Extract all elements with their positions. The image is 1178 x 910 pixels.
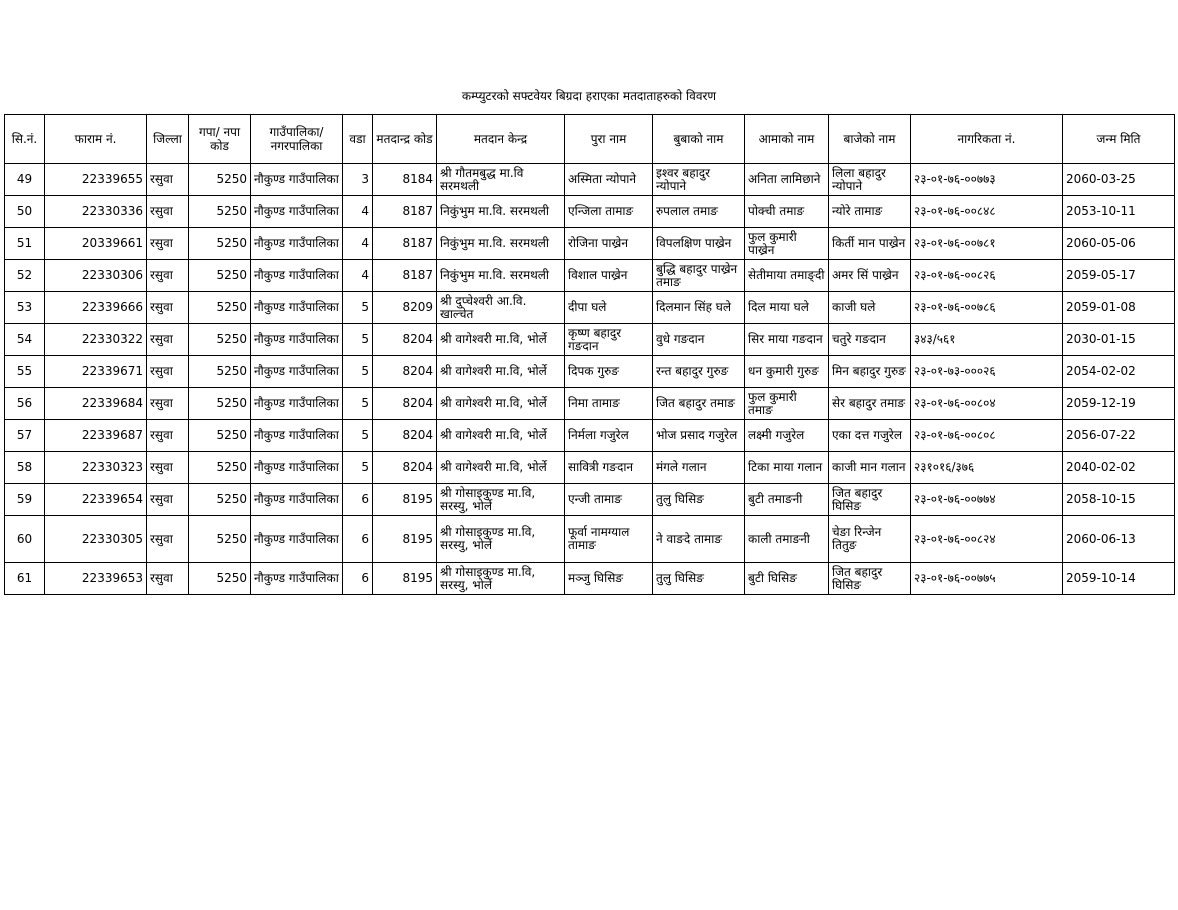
- cell-full-name: रोजिना पाख्रेन: [565, 228, 653, 260]
- cell-mother-name: बुटी घिसिङ: [745, 563, 829, 595]
- cell-district: रसुवा: [147, 164, 189, 196]
- cell-ward: 5: [343, 452, 373, 484]
- cell-palika: नौकुण्ड गाउँपालिका: [251, 260, 343, 292]
- cell-citizenship-no: २३-०१-७६-००७८६: [911, 292, 1063, 324]
- header-form-no: फाराम नं.: [45, 115, 147, 164]
- cell-center-code: 8209: [373, 292, 437, 324]
- cell-citizenship-no: २३-०१-७६-००८२६: [911, 260, 1063, 292]
- cell-district: रसुवा: [147, 292, 189, 324]
- cell-palika: नौकुण्ड गाउँपालिका: [251, 516, 343, 563]
- cell-district: रसुवा: [147, 324, 189, 356]
- cell-palika: नौकुण्ड गाउँपालिका: [251, 484, 343, 516]
- cell-mother-name: बुटी तमाङनी: [745, 484, 829, 516]
- cell-palika: नौकुण्ड गाउँपालिका: [251, 164, 343, 196]
- voter-table: [4, 114, 1175, 595]
- cell-palika: नौकुण्ड गाउँपालिका: [251, 292, 343, 324]
- cell-palika-code: 5250: [189, 388, 251, 420]
- table-row: [5, 388, 1175, 420]
- cell-serial: 55: [5, 356, 45, 388]
- cell-grandfather-name: चतुरे गङदान: [829, 324, 911, 356]
- cell-ward: 4: [343, 228, 373, 260]
- cell-district: रसुवा: [147, 484, 189, 516]
- cell-form-no: 22339654: [45, 484, 147, 516]
- cell-mother-name: फुल कुमारी तमाङ: [745, 388, 829, 420]
- table-row: [5, 516, 1175, 563]
- cell-full-name: अस्मिता न्योपाने: [565, 164, 653, 196]
- cell-serial: 56: [5, 388, 45, 420]
- cell-father-name: इश्वर बहादुर न्योपाने: [653, 164, 745, 196]
- cell-birth-date: 2054-02-02: [1063, 356, 1175, 388]
- cell-father-name: रन्त बहादुर गुरुङ: [653, 356, 745, 388]
- cell-grandfather-name: न्योरे तामाङ: [829, 196, 911, 228]
- cell-form-no: 22330336: [45, 196, 147, 228]
- cell-grandfather-name: काजी मान गलान: [829, 452, 911, 484]
- table-row: [5, 292, 1175, 324]
- header-citizenship-no: नागरिकता नं.: [911, 115, 1063, 164]
- cell-grandfather-name: किर्ती मान पाख्रेन: [829, 228, 911, 260]
- table-row: [5, 452, 1175, 484]
- cell-center-code: 8195: [373, 484, 437, 516]
- cell-citizenship-no: २३-०१-७३-०००२६: [911, 356, 1063, 388]
- header-serial: सि.नं.: [5, 115, 45, 164]
- cell-father-name: भोज प्रसाद गजुरेल: [653, 420, 745, 452]
- cell-form-no: 22330305: [45, 516, 147, 563]
- cell-full-name: मञ्जु घिसिङ: [565, 563, 653, 595]
- cell-ward: 3: [343, 164, 373, 196]
- cell-father-name: ने वाङदे तामाङ: [653, 516, 745, 563]
- cell-citizenship-no: २३-०१-७६-००८०४: [911, 388, 1063, 420]
- cell-ward: 4: [343, 196, 373, 228]
- cell-father-name: तुलु घिसिङ: [653, 563, 745, 595]
- cell-polling-center: श्री वागेश्वरी मा.वि, भोर्ले: [437, 356, 565, 388]
- header-grandfather-name: बाजेको नाम: [829, 115, 911, 164]
- cell-center-code: 8195: [373, 516, 437, 563]
- cell-district: रसुवा: [147, 563, 189, 595]
- cell-center-code: 8204: [373, 388, 437, 420]
- cell-grandfather-name: काजी घले: [829, 292, 911, 324]
- cell-ward: 5: [343, 388, 373, 420]
- cell-ward: 6: [343, 563, 373, 595]
- table-row: [5, 228, 1175, 260]
- cell-form-no: 22330306: [45, 260, 147, 292]
- table-row: [5, 420, 1175, 452]
- cell-form-no: 22339687: [45, 420, 147, 452]
- cell-polling-center: श्री गौतमबुद्ध मा.वि सरमथली: [437, 164, 565, 196]
- cell-serial: 58: [5, 452, 45, 484]
- cell-palika: नौकुण्ड गाउँपालिका: [251, 563, 343, 595]
- cell-palika-code: 5250: [189, 228, 251, 260]
- cell-serial: 51: [5, 228, 45, 260]
- cell-grandfather-name: जित बहादुर घिसिङ: [829, 484, 911, 516]
- header-palika: गाउँपालिका/ नगरपालिका: [251, 115, 343, 164]
- cell-birth-date: 2059-10-14: [1063, 563, 1175, 595]
- cell-palika: नौकुण्ड गाउँपालिका: [251, 196, 343, 228]
- cell-district: रसुवा: [147, 356, 189, 388]
- cell-form-no: 22339653: [45, 563, 147, 595]
- cell-mother-name: धन कुमारी गुरुङ: [745, 356, 829, 388]
- cell-palika-code: 5250: [189, 196, 251, 228]
- cell-form-no: 22339666: [45, 292, 147, 324]
- header-birth-date: जन्म मिति: [1063, 115, 1175, 164]
- cell-father-name: तुलु घिसिङ: [653, 484, 745, 516]
- cell-father-name: विपलक्षिण पाख्रेन: [653, 228, 745, 260]
- header-father-name: बुबाको नाम: [653, 115, 745, 164]
- cell-ward: 6: [343, 516, 373, 563]
- cell-palika-code: 5250: [189, 260, 251, 292]
- cell-mother-name: दिल माया घले: [745, 292, 829, 324]
- cell-center-code: 8187: [373, 228, 437, 260]
- header-center-code: मतदान्द्र कोड: [373, 115, 437, 164]
- cell-palika-code: 5250: [189, 516, 251, 563]
- cell-ward: 5: [343, 292, 373, 324]
- cell-palika-code: 5250: [189, 324, 251, 356]
- cell-center-code: 8204: [373, 420, 437, 452]
- cell-birth-date: 2059-05-17: [1063, 260, 1175, 292]
- cell-birth-date: 2060-03-25: [1063, 164, 1175, 196]
- cell-palika: नौकुण्ड गाउँपालिका: [251, 388, 343, 420]
- cell-full-name: सावित्री गङदान: [565, 452, 653, 484]
- cell-birth-date: 2059-01-08: [1063, 292, 1175, 324]
- header-mother-name: आमाको नाम: [745, 115, 829, 164]
- cell-center-code: 8187: [373, 196, 437, 228]
- cell-polling-center: श्री गोसाइकुण्ड मा.वि, सरस्यु, भोर्ले: [437, 563, 565, 595]
- cell-center-code: 8204: [373, 452, 437, 484]
- cell-birth-date: 2040-02-02: [1063, 452, 1175, 484]
- cell-form-no: 22339684: [45, 388, 147, 420]
- cell-citizenship-no: ३४३/५६१: [911, 324, 1063, 356]
- cell-full-name: एन्जिला तामाङ: [565, 196, 653, 228]
- cell-citizenship-no: २३-०१-७६-००८२४: [911, 516, 1063, 563]
- cell-birth-date: 2059-12-19: [1063, 388, 1175, 420]
- cell-grandfather-name: मिन बहादुर गुरुङ: [829, 356, 911, 388]
- cell-ward: 5: [343, 356, 373, 388]
- cell-center-code: 8204: [373, 324, 437, 356]
- table-header-row: [5, 115, 1175, 164]
- table-body: [5, 164, 1175, 595]
- cell-citizenship-no: २३-०१-७६-००७७३: [911, 164, 1063, 196]
- document-title: कम्प्युटरको सफ्टवेयर बिग्रदा हराएका मतदाताहरुको विवरण: [461, 89, 717, 103]
- cell-form-no: 22330323: [45, 452, 147, 484]
- cell-form-no: 22339671: [45, 356, 147, 388]
- cell-serial: 52: [5, 260, 45, 292]
- cell-palika-code: 5250: [189, 356, 251, 388]
- cell-birth-date: 2056-07-22: [1063, 420, 1175, 452]
- header-full-name: पुरा नाम: [565, 115, 653, 164]
- cell-palika-code: 5250: [189, 452, 251, 484]
- cell-palika-code: 5250: [189, 563, 251, 595]
- cell-grandfather-name: सेर बहादुर तमाङ: [829, 388, 911, 420]
- cell-polling-center: निकुंभुम मा.वि. सरमथली: [437, 260, 565, 292]
- cell-mother-name: पोक्ची तमाङ: [745, 196, 829, 228]
- header-polling-center: मतदान केन्द्र: [437, 115, 565, 164]
- table-row: [5, 563, 1175, 595]
- cell-polling-center: श्री गोसाइकुण्ड मा.वि, सरस्यु, भोर्ले: [437, 484, 565, 516]
- cell-polling-center: निकुंभुम मा.वि. सरमथली: [437, 196, 565, 228]
- cell-grandfather-name: लिला बहादुर न्योपाने: [829, 164, 911, 196]
- cell-serial: 57: [5, 420, 45, 452]
- cell-polling-center: श्री वागेश्वरी मा.वि, भोर्ले: [437, 388, 565, 420]
- table-row: [5, 484, 1175, 516]
- cell-serial: 50: [5, 196, 45, 228]
- table-row: [5, 324, 1175, 356]
- cell-mother-name: फुल कुमारी पाख्रेन: [745, 228, 829, 260]
- cell-serial: 61: [5, 563, 45, 595]
- header-palika-code: गपा/ नपा कोड: [189, 115, 251, 164]
- cell-citizenship-no: २३-०१-७६-००७८१: [911, 228, 1063, 260]
- cell-citizenship-no: २३-०१-७६-००७७४: [911, 484, 1063, 516]
- cell-form-no: 22330322: [45, 324, 147, 356]
- cell-father-name: जित बहादुर तमाङ: [653, 388, 745, 420]
- cell-father-name: वुधे गङदान: [653, 324, 745, 356]
- cell-full-name: एन्जी तामाङ: [565, 484, 653, 516]
- cell-citizenship-no: २३-०१-७६-००८०८: [911, 420, 1063, 452]
- table-row: [5, 164, 1175, 196]
- cell-polling-center: श्री वागेश्वरी मा.वि, भोर्ले: [437, 452, 565, 484]
- cell-full-name: विशाल पाख्रेन: [565, 260, 653, 292]
- cell-polling-center: श्री गोसाइकुण्ड मा.वि, सरस्यु, भोर्ले: [437, 516, 565, 563]
- cell-ward: 5: [343, 420, 373, 452]
- cell-grandfather-name: जित बहादुर घिसिङ: [829, 563, 911, 595]
- cell-mother-name: काली तमाङनी: [745, 516, 829, 563]
- header-district: जिल्ला: [147, 115, 189, 164]
- cell-palika-code: 5250: [189, 420, 251, 452]
- cell-polling-center: श्री वागेश्वरी मा.वि, भोर्ले: [437, 420, 565, 452]
- cell-ward: 4: [343, 260, 373, 292]
- cell-center-code: 8195: [373, 563, 437, 595]
- cell-center-code: 8184: [373, 164, 437, 196]
- cell-grandfather-name: अमर सिं पाख्रेन: [829, 260, 911, 292]
- cell-birth-date: 2058-10-15: [1063, 484, 1175, 516]
- cell-full-name: निर्मला गजुरेल: [565, 420, 653, 452]
- cell-center-code: 8204: [373, 356, 437, 388]
- cell-ward: 6: [343, 484, 373, 516]
- cell-serial: 49: [5, 164, 45, 196]
- cell-citizenship-no: २३-०१-७६-००८४८: [911, 196, 1063, 228]
- cell-mother-name: सेतीमाया तमाङ्दी: [745, 260, 829, 292]
- cell-serial: 59: [5, 484, 45, 516]
- cell-form-no: 22339655: [45, 164, 147, 196]
- cell-serial: 60: [5, 516, 45, 563]
- cell-father-name: मंगले गलान: [653, 452, 745, 484]
- cell-full-name: निमा तामाङ: [565, 388, 653, 420]
- header-ward: वडा: [343, 115, 373, 164]
- cell-grandfather-name: एका दत्त गजुरेल: [829, 420, 911, 452]
- table-row: [5, 196, 1175, 228]
- cell-palika: नौकुण्ड गाउँपालिका: [251, 324, 343, 356]
- cell-form-no: 20339661: [45, 228, 147, 260]
- cell-polling-center: श्री वागेश्वरी मा.वि, भोर्ले: [437, 324, 565, 356]
- cell-district: रसुवा: [147, 516, 189, 563]
- cell-polling-center: श्री दुप्चेश्वरी आ.वि. खाल्चेत: [437, 292, 565, 324]
- cell-serial: 53: [5, 292, 45, 324]
- cell-palika: नौकुण्ड गाउँपालिका: [251, 356, 343, 388]
- cell-palika: नौकुण्ड गाउँपालिका: [251, 228, 343, 260]
- cell-full-name: दिपक गुरुङ: [565, 356, 653, 388]
- cell-mother-name: अनिता लामिछाने: [745, 164, 829, 196]
- cell-birth-date: 2060-06-13: [1063, 516, 1175, 563]
- cell-palika: नौकुण्ड गाउँपालिका: [251, 420, 343, 452]
- cell-mother-name: लक्ष्मी गजुरेल: [745, 420, 829, 452]
- cell-full-name: फूर्वा नामग्याल तामाङ: [565, 516, 653, 563]
- cell-mother-name: सिर माया गङदान: [745, 324, 829, 356]
- cell-citizenship-no: २३-०१-७६-००७७५: [911, 563, 1063, 595]
- cell-district: रसुवा: [147, 228, 189, 260]
- cell-palika-code: 5250: [189, 164, 251, 196]
- cell-citizenship-no: २३१०१६/३७६: [911, 452, 1063, 484]
- cell-father-name: रुपलाल तमाङ: [653, 196, 745, 228]
- cell-father-name: दिलमान सिंह घले: [653, 292, 745, 324]
- cell-serial: 54: [5, 324, 45, 356]
- table-row: [5, 260, 1175, 292]
- cell-district: रसुवा: [147, 420, 189, 452]
- cell-center-code: 8187: [373, 260, 437, 292]
- cell-palika-code: 5250: [189, 484, 251, 516]
- cell-district: रसुवा: [147, 196, 189, 228]
- cell-district: रसुवा: [147, 452, 189, 484]
- table-row: [5, 356, 1175, 388]
- cell-district: रसुवा: [147, 260, 189, 292]
- cell-district: रसुवा: [147, 388, 189, 420]
- cell-palika-code: 5250: [189, 292, 251, 324]
- cell-ward: 5: [343, 324, 373, 356]
- cell-full-name: दीपा घले: [565, 292, 653, 324]
- cell-birth-date: 2060-05-06: [1063, 228, 1175, 260]
- cell-palika: नौकुण्ड गाउँपालिका: [251, 452, 343, 484]
- cell-birth-date: 2053-10-11: [1063, 196, 1175, 228]
- cell-birth-date: 2030-01-15: [1063, 324, 1175, 356]
- cell-polling-center: निकुंभुम मा.वि. सरमथली: [437, 228, 565, 260]
- cell-father-name: बुद्धि बहादुर पाख्रेन तमाङ: [653, 260, 745, 292]
- cell-mother-name: टिका माया गलान: [745, 452, 829, 484]
- cell-full-name: कृष्ण बहादुर गङदान: [565, 324, 653, 356]
- cell-grandfather-name: चेङा रिन्जेन तितुङ: [829, 516, 911, 563]
